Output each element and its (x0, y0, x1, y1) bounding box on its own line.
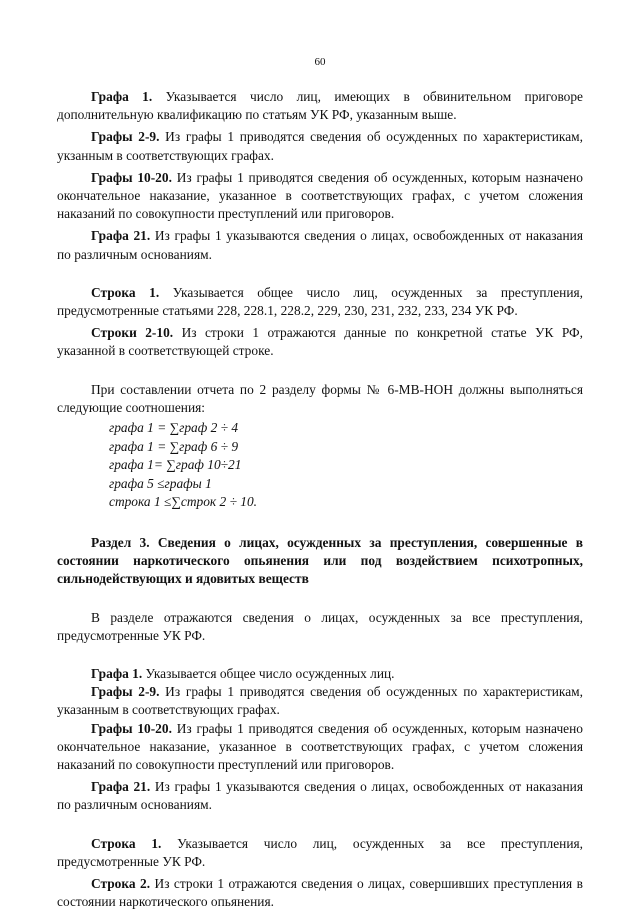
formula: графа 5 ≤графы 1 (109, 475, 212, 491)
paragraph-text: Из графы 1 приводятся сведения об осужденных по характеристикам, указанным в соответствующих графах. (57, 684, 583, 718)
paragraph-grafy-10-20 (57, 169, 583, 224)
paragraph-grafy-10-20 (57, 720, 583, 775)
paragraph-lead: Графы 2-9. (91, 684, 160, 700)
paragraph-lead: Строка 2. (91, 876, 151, 892)
paragraph-grafa-21 (57, 227, 583, 263)
paragraph-text: Из строки 1 отражаются сведения о лицах, совершивших преступления в состоянии наркотического опьянения. (57, 876, 583, 910)
page-content (57, 88, 583, 911)
paragraph-stroka-1 (57, 284, 583, 320)
formula: строка 1 ≤∑строк 2 ÷ 10. (109, 494, 258, 510)
formula: графа 1 = ∑граф 6 ÷ 9 (109, 438, 239, 454)
paragraph-text: Из графы 1 приводятся сведения об осужденных, которым назначено окончательное наказание, указанное в соответствующих графах, с учетом сложения наказаний по совокупности преступлений или приговоров. (57, 720, 583, 773)
page-number: 60 (314, 56, 326, 68)
paragraph-text: Указывается число лиц, осужденных за все преступления, предусмотренные УК РФ. (57, 835, 583, 869)
paragraph-lead: Графы 10-20. (91, 720, 172, 736)
paragraph-stroki-2-10 (57, 324, 583, 360)
paragraph-lead: Графы 10-20. (91, 169, 172, 185)
paragraph-ratios-intro: При составлении отчета по 2 разделу формы № 6-МВ-НОН должны выполняться следующие соотношения: (57, 381, 583, 415)
paragraph-text: Из строки 1 отражаются данные по конкретной статье УК РФ, указанной в соответствующей строке. (57, 325, 583, 359)
paragraph-lead: Графа 1. (91, 89, 153, 104)
paragraph-grafa-21 (57, 778, 583, 814)
paragraph-lead: Строка 1. (91, 835, 162, 851)
section-3-heading: Раздел 3. Сведения о лицах, осужденных за преступления, совершенные в состоянии наркотического опьянения или под воздействием психотропных, сильнодействующих и ядовитых веществ (57, 535, 583, 587)
paragraph-text: Из графы 1 указываются сведения о лицах, освобожденных от наказания по различным основаниям. (57, 779, 583, 813)
paragraph-lead: Графа 1. (91, 666, 143, 682)
paragraph-lead: Строки 2-10. (91, 325, 174, 341)
paragraph-grafy-2-9 (57, 683, 583, 719)
paragraph-grafa-1 (57, 88, 583, 124)
formula-list (109, 419, 583, 512)
paragraph-grafy-2-9 (57, 128, 583, 164)
paragraph-lead: Графы 2-9. (91, 129, 160, 145)
paragraph-text: Из графы 1 приводятся сведения об осужденных, которым назначено окончательное наказание, указанное в соответствующих графах, с учетом сложения наказаний по совокупности преступлений или приговоров. (57, 169, 583, 222)
formula: графа 1 = ∑граф 2 ÷ 4 (109, 420, 239, 436)
formula: графа 1= ∑граф 10÷21 (109, 457, 242, 473)
paragraph-stroka-1 (57, 835, 583, 871)
paragraph-lead: Графа 21. (91, 779, 151, 795)
paragraph-section-3-intro: В разделе отражаются сведения о лицах, осужденных за все преступления, предусмотренные УК РФ. (57, 609, 583, 643)
paragraph-text: Указывается число лиц, имеющих в обвинительном приговоре дополнительную квалификацию по статьям УК РФ, указанным выше. (57, 89, 584, 123)
paragraph-text: Из графы 1 приводятся сведения об осужденных по характеристикам, укзанным в соответствующих графах. (57, 129, 583, 163)
paragraph-lead: Графа 21. (91, 228, 151, 244)
paragraph-stroka-2 (57, 875, 583, 911)
paragraph-grafa-1 (57, 665, 583, 683)
paragraph-text: Из графы 1 указываются сведения о лицах, освобожденных от наказания по различным основаниям. (57, 228, 583, 262)
paragraph-lead: Строка 1. (91, 284, 160, 300)
paragraph-text: Указывается общее число осужденных лиц. (142, 666, 395, 682)
paragraph-text: Указывается общее число лиц, осужденных за преступления, предусмотренные статьями 228, 228.1, 228.2, 229, 230, 231, 232, 233, 234 УК РФ. (57, 284, 583, 319)
